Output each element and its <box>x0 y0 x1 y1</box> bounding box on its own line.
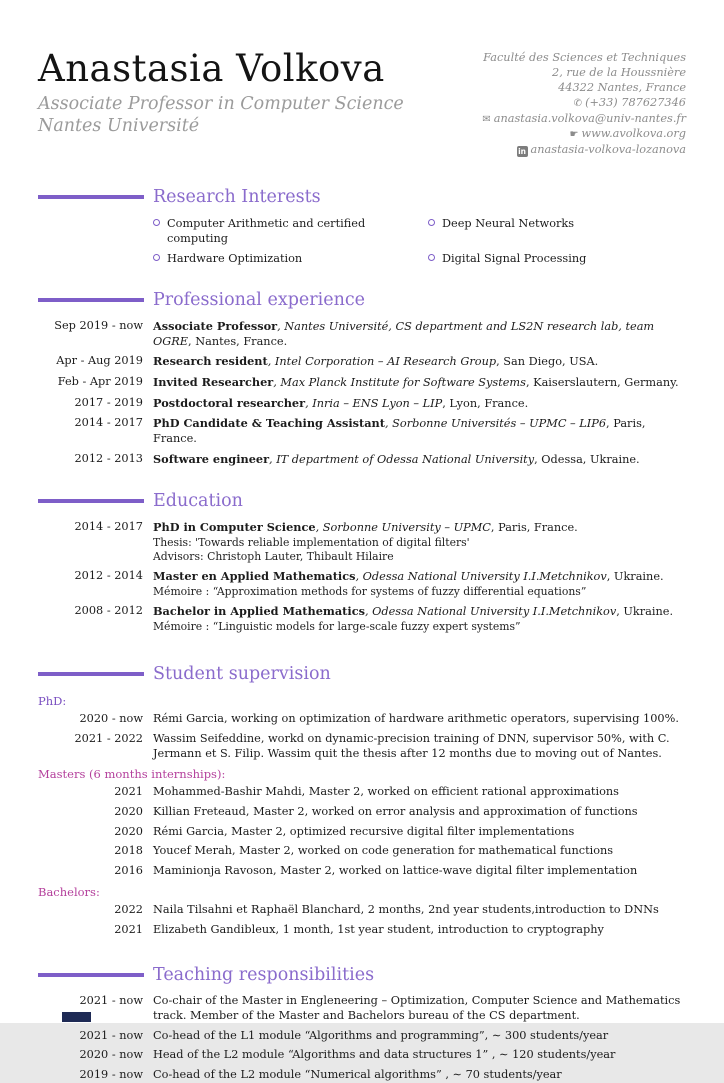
header <box>38 47 686 156</box>
contact-address-line1: Faculté des Sciences et Techniques <box>483 51 686 64</box>
phone-icon: ✆ <box>573 98 583 110</box>
entry-date: 2016 <box>114 864 143 878</box>
entry-date: 2020 <box>114 805 143 819</box>
supervision-entry <box>38 825 686 840</box>
contact-website[interactable] <box>482 126 686 141</box>
person-name: Anastasia Volkova <box>38 47 385 90</box>
research-interest-label: Hardware Optimization <box>167 251 303 265</box>
entry-date: Feb - Apr 2019 <box>57 374 143 388</box>
entry-body: Wassim Seifeddine, workd on dynamic-precision training of DNN, supervisor 50%, with C. Jermann et S. Filip. Wassim quit the thesis after 12 months due to moving out of Nantes. <box>153 732 670 760</box>
entry-body <box>153 319 686 349</box>
entry-role: Research resident <box>153 354 268 369</box>
entry-body <box>153 416 686 446</box>
experience-entry <box>38 319 686 349</box>
section-rule <box>38 298 144 302</box>
section-student-supervision <box>38 664 686 937</box>
contact-email-address[interactable]: anastasia.volkova@univ-nantes.fr <box>493 111 686 125</box>
entry-organization: , Inria – ENS Lyon – LIP <box>305 396 443 410</box>
entry-organization: , Odessa National University I.I.Metchnikov <box>364 605 617 619</box>
section-rule <box>38 973 144 977</box>
entry-body: Co-head of the L2 module “Numerical algorithms” , ∼ 70 students/year <box>153 1067 562 1081</box>
supervision-entry <box>38 732 686 761</box>
advisors-line: Advisors: Christoph Lauter, Thibault Hilaire <box>153 550 394 564</box>
email-icon: ✉ <box>482 113 491 125</box>
entry-location: , Odessa, Ukraine. <box>534 452 640 466</box>
entry-body <box>153 452 686 468</box>
entry-body: Head of the L2 module “Algorithms and data structures 1” , ∼ 120 students/year <box>153 1048 616 1062</box>
entry-body <box>153 354 686 370</box>
section-title-student-supervision: Student supervision <box>153 664 331 685</box>
entry-date: 2014 - 2017 <box>74 416 143 430</box>
thesis-line: Thesis: 'Towards reliable implementation of digital filters' <box>153 535 470 549</box>
research-interest-label: Computer Arithmetic and certified computing <box>167 217 366 246</box>
teaching-entry <box>38 1048 686 1063</box>
degree-line <box>153 604 686 620</box>
supervision-group-label-masters: Masters (6 months internships): <box>38 767 226 782</box>
entry-body: Rémi Garcia, Master 2, optimized recursive digital filter implementations <box>153 824 575 838</box>
page-footer-marker <box>62 1012 91 1022</box>
entry-location: , San Diego, USA. <box>496 355 599 369</box>
research-interest-item <box>153 216 428 247</box>
entry-date: 2018 <box>114 844 143 858</box>
thesis-line: Mémoire : “Linguistic models for large-scale fuzzy expert systems” <box>153 620 521 634</box>
education-entry <box>38 569 686 599</box>
thesis-line: Mémoire : “Approximation methods for systems of fuzzy differential equations” <box>153 585 587 599</box>
section-title-professional-experience: Professional experience <box>153 289 365 310</box>
entry-date: 2021 - now <box>79 994 143 1008</box>
section-header <box>38 187 686 207</box>
section-rule <box>38 672 144 676</box>
entry-date: 2020 - now <box>79 712 143 726</box>
entry-date: 2008 - 2012 <box>74 604 143 618</box>
entry-organization: , Intel Corporation – AI Research Group <box>267 355 497 369</box>
supervision-entry <box>38 785 686 800</box>
supervision-entry <box>38 805 686 820</box>
research-interest-item <box>428 216 686 247</box>
contact-email[interactable] <box>482 111 686 126</box>
circle-bullet-icon <box>153 219 160 226</box>
supervision-entry <box>38 923 686 938</box>
research-interest-label: Digital Signal Processing <box>442 251 587 265</box>
contact-linkedin[interactable] <box>482 142 686 157</box>
entry-body <box>153 520 686 564</box>
section-header <box>38 664 686 684</box>
entry-date: Sep 2019 - now <box>54 318 143 332</box>
person-title-line2: Nantes Université <box>38 115 200 136</box>
entry-location: , Nantes, France. <box>188 334 288 348</box>
entry-location: , Kaiserslautern, Germany. <box>525 375 679 389</box>
entry-organization: , Max Planck Institute for Software Systems <box>273 375 526 389</box>
research-interest-item <box>153 251 428 266</box>
entry-role: Software engineer <box>153 451 270 466</box>
entry-body: Mohammed-Bashir Mahdi, Master 2, worked on efficient rational approximations <box>153 785 619 799</box>
entry-body <box>153 396 686 412</box>
linkedin-icon: in <box>518 146 526 156</box>
entry-date: 2012 - 2014 <box>74 569 143 583</box>
experience-entry <box>38 416 686 446</box>
research-interest-label: Deep Neural Networks <box>442 217 575 231</box>
entry-date: Apr - Aug 2019 <box>56 354 143 368</box>
entry-date: 2012 - 2013 <box>74 451 143 465</box>
contact-linkedin-handle[interactable]: anastasia-volkova-lozanova <box>530 142 686 156</box>
section-professional-experience <box>38 290 686 467</box>
person-title-line1: Associate Professor in Computer Science <box>38 94 404 115</box>
experience-entry <box>38 452 686 468</box>
entry-body <box>153 569 686 599</box>
contact-website-url[interactable]: www.avolkova.org <box>581 127 686 141</box>
contact-phone <box>482 95 686 110</box>
section-header <box>38 290 686 310</box>
section-title-education: Education <box>153 491 243 512</box>
section-rule <box>38 499 144 503</box>
supervision-entry <box>38 844 686 859</box>
entry-degree: Bachelor in Applied Mathematics <box>153 604 365 619</box>
education-entry <box>38 520 686 564</box>
section-rule <box>38 195 144 199</box>
entry-role: Postdoctoral researcher <box>153 395 306 410</box>
section-header <box>38 965 686 985</box>
supervision-entry <box>38 864 686 879</box>
entry-date: 2021 - now <box>79 1028 143 1042</box>
entry-date: 2020 <box>114 824 143 838</box>
contact-address-line2: 2, rue de la Houssnière <box>552 66 686 80</box>
entry-body <box>153 375 686 391</box>
entry-role: PhD Candidate & Teaching Assistant <box>153 416 385 431</box>
section-title-teaching-responsibilities: Teaching responsibilities <box>153 965 375 986</box>
research-interests-list <box>153 216 686 266</box>
entry-organization: , Sorbonne Universités – UPMC – LIP6 <box>385 417 607 431</box>
supervision-group-label-phd: PhD: <box>38 694 67 709</box>
entry-location: , Ukraine. <box>606 570 664 584</box>
entry-body <box>153 604 686 634</box>
entry-location: , Ukraine. <box>616 605 674 619</box>
entry-body: Youcef Merah, Master 2, worked on code generation for mathematical functions <box>153 844 614 858</box>
teaching-entry <box>38 994 686 1023</box>
teaching-entry <box>38 1068 686 1083</box>
entry-role: Invited Researcher <box>153 374 274 389</box>
circle-bullet-icon <box>428 254 435 261</box>
section-teaching-responsibilities <box>38 965 686 1082</box>
entry-body: Killian Freteaud, Master 2, worked on error analysis and approximation of functions <box>153 805 638 819</box>
entry-organization: , IT department of Odessa National University <box>269 452 535 466</box>
circle-bullet-icon <box>153 254 160 261</box>
circle-bullet-icon <box>428 219 435 226</box>
research-interest-item <box>428 251 686 266</box>
entry-date: 2021 <box>114 922 143 936</box>
entry-date: 2021 - 2022 <box>74 732 143 746</box>
entry-body: Rémi Garcia, working on optimization of hardware arithmetic operators, supervising 100%. <box>153 712 679 726</box>
entry-location: , Paris, France. <box>490 521 578 535</box>
section-title-research-interests: Research Interests <box>153 187 321 208</box>
supervision-entry <box>38 903 686 918</box>
entry-organization: , Odessa National University I.I.Metchnikov <box>355 570 607 584</box>
entry-date: 2014 - 2017 <box>74 520 143 534</box>
experience-entry <box>38 396 686 412</box>
entry-date: 2017 - 2019 <box>74 395 143 409</box>
entry-date: 2021 <box>114 785 143 799</box>
entry-organization: , Sorbonne University – UPMC <box>315 521 491 535</box>
entry-body: Elizabeth Gandibleux, 1 month, 1st year student, introduction to cryptography <box>153 922 604 936</box>
section-education <box>38 491 686 634</box>
degree-line <box>153 569 686 585</box>
section-research-interests <box>38 187 686 266</box>
entry-location: , Lyon, France. <box>442 396 529 410</box>
entry-date: 2019 - now <box>79 1067 143 1081</box>
section-header <box>38 491 686 511</box>
contact-address-line3: 44322 Nantes, France <box>558 81 686 95</box>
entry-date: 2022 <box>114 902 143 916</box>
entry-degree: Master en Applied Mathematics <box>153 569 356 584</box>
contact-block <box>482 50 686 157</box>
supervision-entry <box>38 712 686 727</box>
entry-degree: PhD in Computer Science <box>153 520 316 535</box>
entry-location: , Paris, France. <box>153 417 646 445</box>
teaching-entry <box>38 1029 686 1044</box>
experience-entry <box>38 375 686 391</box>
entry-body: Co-head of the L1 module “Algorithms and programming”, ∼ 300 students/year <box>153 1028 609 1042</box>
experience-entry <box>38 354 686 370</box>
entry-organization: , Nantes Université, CS department and LS2N research lab, team OGRE <box>153 319 655 348</box>
education-entry <box>38 604 686 634</box>
entry-body: Co-chair of the Master in Engleneering – Optimization, Computer Science and Mathematics track. Member of the Master and Bachelors bureau of the CS department. <box>153 994 681 1022</box>
entry-role: Associate Professor <box>153 318 278 333</box>
entry-body: Naila Tilsahni et Raphaël Blanchard, 2 months, 2nd year students,introduction to DNNs <box>153 902 659 916</box>
entry-date: 2020 - now <box>79 1048 143 1062</box>
supervision-group-label-bachelors: Bachelors: <box>38 884 100 899</box>
entry-body: Maminionja Ravoson, Master 2, worked on lattice-wave digital filter implementation <box>153 864 638 878</box>
contact-phone-number: (+33) 787627346 <box>585 96 686 110</box>
website-icon: ☛ <box>569 129 579 141</box>
degree-line <box>153 520 686 536</box>
